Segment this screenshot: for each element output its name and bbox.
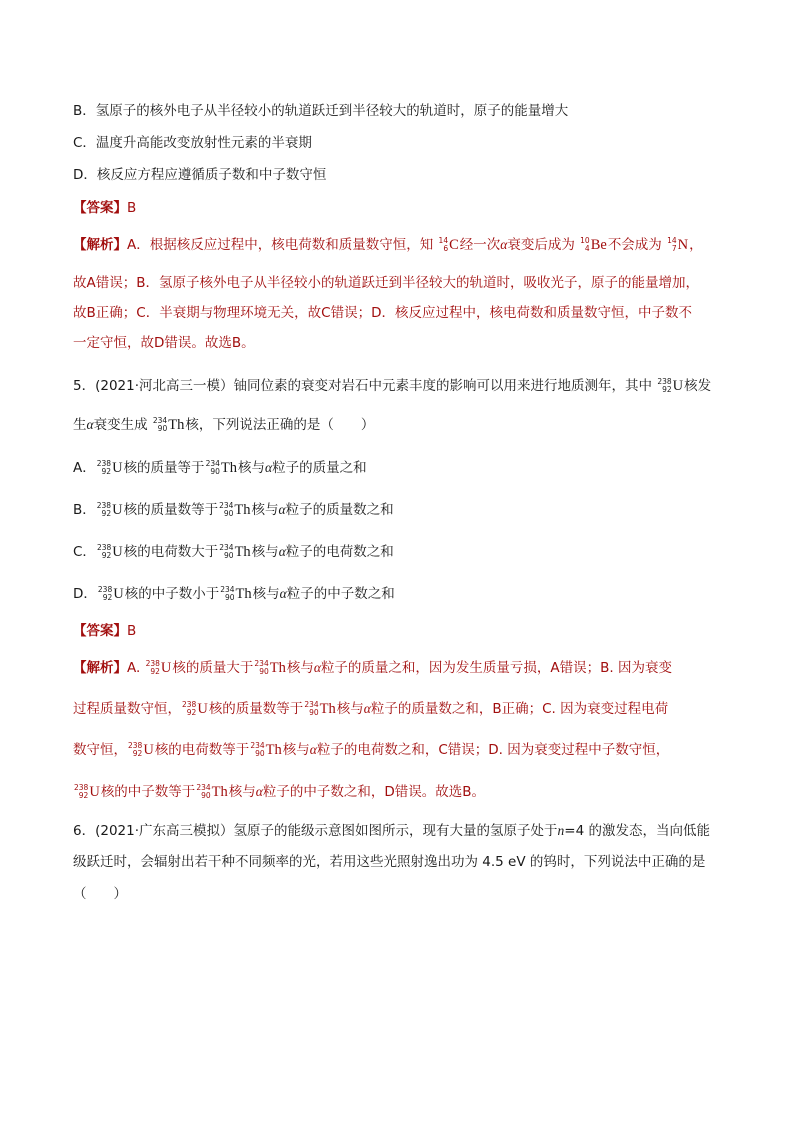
- q4-analysis-line-2: 故A错误；B．氢原子核外电子从半径较小的轨道跃迁到半径较大的轨道时，吸收光子，原子的能量增加，: [73, 275, 699, 291]
- q4-option-d: D．核反应方程应遵循质子数和中子数守恒: [73, 167, 327, 183]
- answer-label: 【答案】: [73, 623, 127, 639]
- q4-answer: [73, 199, 734, 217]
- isotope-c14: 14 6 C: [438, 236, 459, 253]
- q5-stem-line-1: 5．(2021·河北高三一模）铀同位素的衰变对岩石中元素丰度的影响可以用来进行地质测年，其中 238 92 U 核发: [73, 377, 712, 394]
- q5-analysis-line-3: 数守恒， 238 92 U 核的电荷数等于 234 90 Th 核与α粒子的电荷数之和，C错误；D. 因为衰变过程中子数守恒，: [73, 741, 670, 758]
- analysis-label: 【解析】: [73, 237, 127, 253]
- q5-answer: [73, 622, 734, 640]
- analysis-label: 【解析】: [73, 660, 127, 676]
- q5-option-c: C． 238 92 U 核的电荷数大于 234 90 Th 核与α粒子的电荷数之和: [73, 543, 394, 560]
- q4-analysis-line-3: 故B正确；C．半衰期与物理环境无关，故C错误；D．核反应过程中，核电荷数和质量数守恒，中子数不: [73, 305, 693, 321]
- q5-option-a: A． 238 92 U 核的质量等于 234 90 Th 核与α粒子的质量之和: [73, 459, 367, 476]
- q4-option-c: C．温度升高能改变放射性元素的半衰期: [73, 135, 312, 151]
- isotope-u238: 238 92 U: [657, 377, 684, 394]
- q5-analysis-line-2: 过程质量数守恒， 238 92 U 核的质量数等于 234 90 Th 核与α粒子的质量数之和，B正确；C. 因为衰变过程电荷: [73, 700, 669, 717]
- answer-label: 【答案】: [73, 200, 127, 216]
- answer-value: B: [127, 200, 137, 216]
- q4-analysis-line-1: 【解析】A．根据核反应过程中，核电荷数和质量数守恒，知 14 6 C 经一次α衰变后成为 10 4 Be 不会成为 14 7 N ，: [73, 236, 703, 253]
- q5-option-d: D． 238 92 U 核的中子数小于 234 90 Th 核与α粒子的中子数之和: [73, 585, 395, 602]
- q5-analysis-line-1: 【解析】A. 238 92 U 核的质量大于 234 90 Th 核与α粒子的质量之和，因为发生质量亏损，A错误；B. 因为衰变: [73, 659, 673, 676]
- isotope-n14: 14 7 N: [667, 236, 689, 253]
- q6-stem-line-1: 6．(2021·广东高三模拟）氢原子的能级示意图如图所示，现有大量的氢原子处于n=4 的激发态，当向低能: [73, 823, 710, 839]
- isotope-be10: 10 4 Be: [580, 236, 607, 253]
- answer-value: B: [127, 623, 137, 639]
- q5-analysis-line-4: 238 92 U 核的中子数等于 234 90 Th 核与α粒子的中子数之和，D错误。故选B。: [74, 783, 486, 800]
- q5-stem-line-2: 生α衰变生成 234 90 Th 核，下列说法正确的是（ ）: [73, 416, 375, 433]
- q4-analysis-line-4: 一定守恒，故D错误。故选B。: [73, 335, 255, 351]
- q6-stem-line-3: （ ）: [73, 886, 127, 902]
- q5-option-b: B． 238 92 U 核的质量数等于 234 90 Th 核与α粒子的质量数之和: [73, 501, 394, 518]
- isotope-th234: 234 90 Th: [152, 416, 185, 433]
- q4-option-b: B．氢原子的核外电子从半径较小的轨道跃迁到半径较大的轨道时，原子的能量增大: [73, 103, 569, 119]
- q6-stem-line-2: 级跃迁时，会辐射出若干种不同频率的光，若用这些光照射逸出功为 4.5 eV 的钨时，下列说法中正确的是: [73, 854, 706, 870]
